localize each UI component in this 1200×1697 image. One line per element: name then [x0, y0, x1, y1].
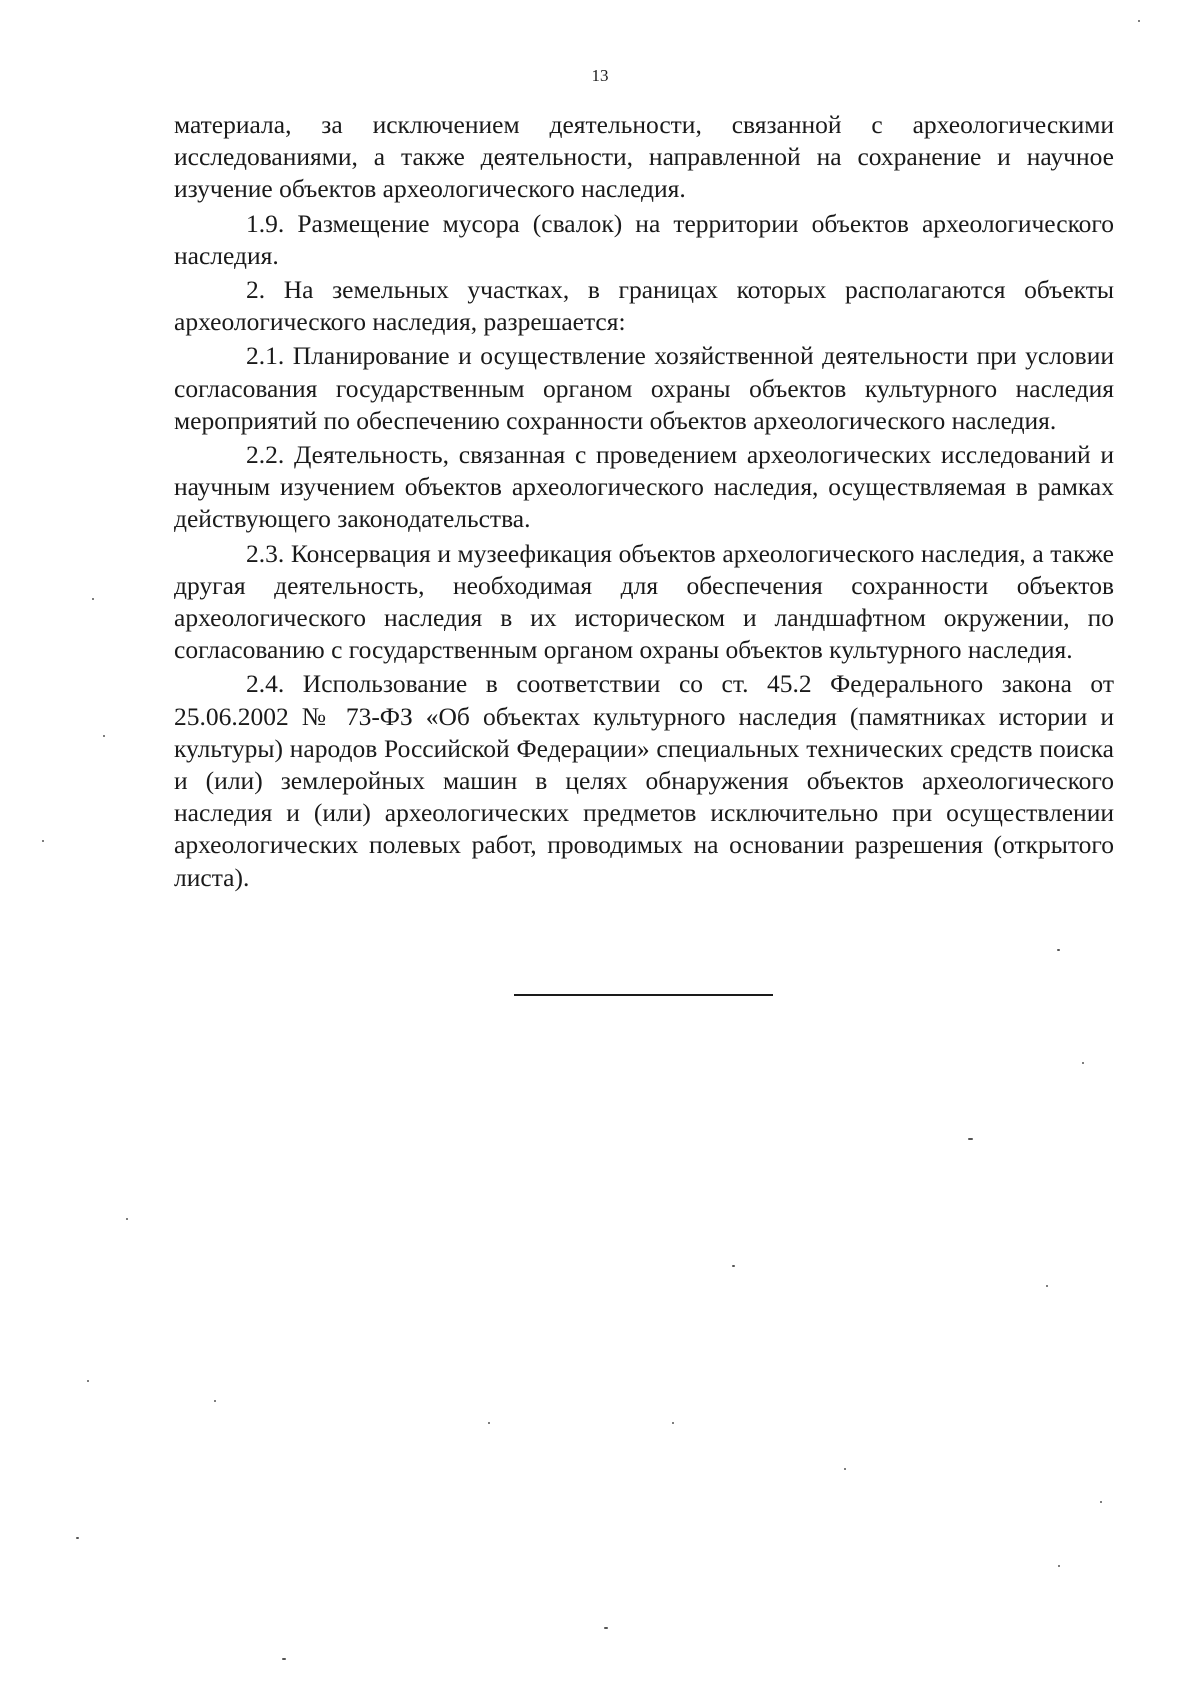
speck — [488, 1422, 490, 1424]
speck — [732, 1265, 735, 1267]
speck — [1057, 949, 1060, 951]
paragraph-2-1: 2.1. Планирование и осуществление хозяйственной деятельности при условии согласования государственным органом охраны объектов культурного наследия мероприятий по обеспечению сохранности объектов археологического наследия. — [174, 341, 1114, 435]
speck — [42, 840, 44, 842]
speck — [92, 598, 94, 600]
paragraph-2-3: 2.3. Консервация и музеефикация объектов археологического наследия, а также другая деятельность, необходимая для обеспечения сохранности объектов археологического наследия в их историческом и ландшафтном окружении, по согласованию с государственным органом охраны объектов культурного наследия. — [174, 538, 1114, 665]
paragraph-1-9: 1.9. Размещение мусора (свалок) на территории объектов археологического наследия. — [174, 208, 1114, 270]
paragraph-2-2: 2.2. Деятельность, связанная с проведением археологических исследований и научным изучением объектов археологического наследия, осуществляемая в рамках действующего законодательства. — [174, 440, 1114, 534]
speck — [1058, 1565, 1060, 1567]
speck — [214, 1400, 216, 1402]
document-body — [174, 109, 1114, 894]
speck — [1100, 1501, 1102, 1503]
page-number: 13 — [591, 66, 609, 85]
speck — [1046, 1285, 1048, 1287]
speck — [672, 1422, 674, 1424]
speck — [1082, 1062, 1084, 1064]
speck — [282, 1658, 286, 1660]
speck — [968, 1138, 973, 1140]
speck — [103, 735, 105, 737]
paragraph-continuation: материала, за исключением деятельности, связанной с археологическими исследованиями, а также деятельности, направленной на сохранение и научное изучение объектов археологического наследия. — [174, 110, 1114, 204]
closing-rule — [514, 994, 773, 996]
speck — [604, 1627, 608, 1629]
speck — [844, 1468, 846, 1470]
speck — [1138, 20, 1140, 22]
paragraph-2-4: 2.4. Использование в соответствии со ст. 45.2 Федерального закона от 25.06.2002 № 73-ФЗ «Об объектах культурного наследия (памятниках истории и культуры) народов Российской Федерации» специальных технических средств поиска и (или) землеройных машин в целях обнаружения объектов археологического наследия и (или) археологических предметов исключительно при осуществлении археологических полевых работ, проводимых на основании разрешения (открытого листа). — [174, 669, 1114, 892]
speck — [76, 1537, 79, 1539]
paragraph-2: 2. На земельных участках, в границах которых располагаются объекты археологического наследия, разрешается: — [174, 275, 1114, 337]
speck — [87, 1380, 89, 1382]
speck — [126, 1218, 128, 1220]
